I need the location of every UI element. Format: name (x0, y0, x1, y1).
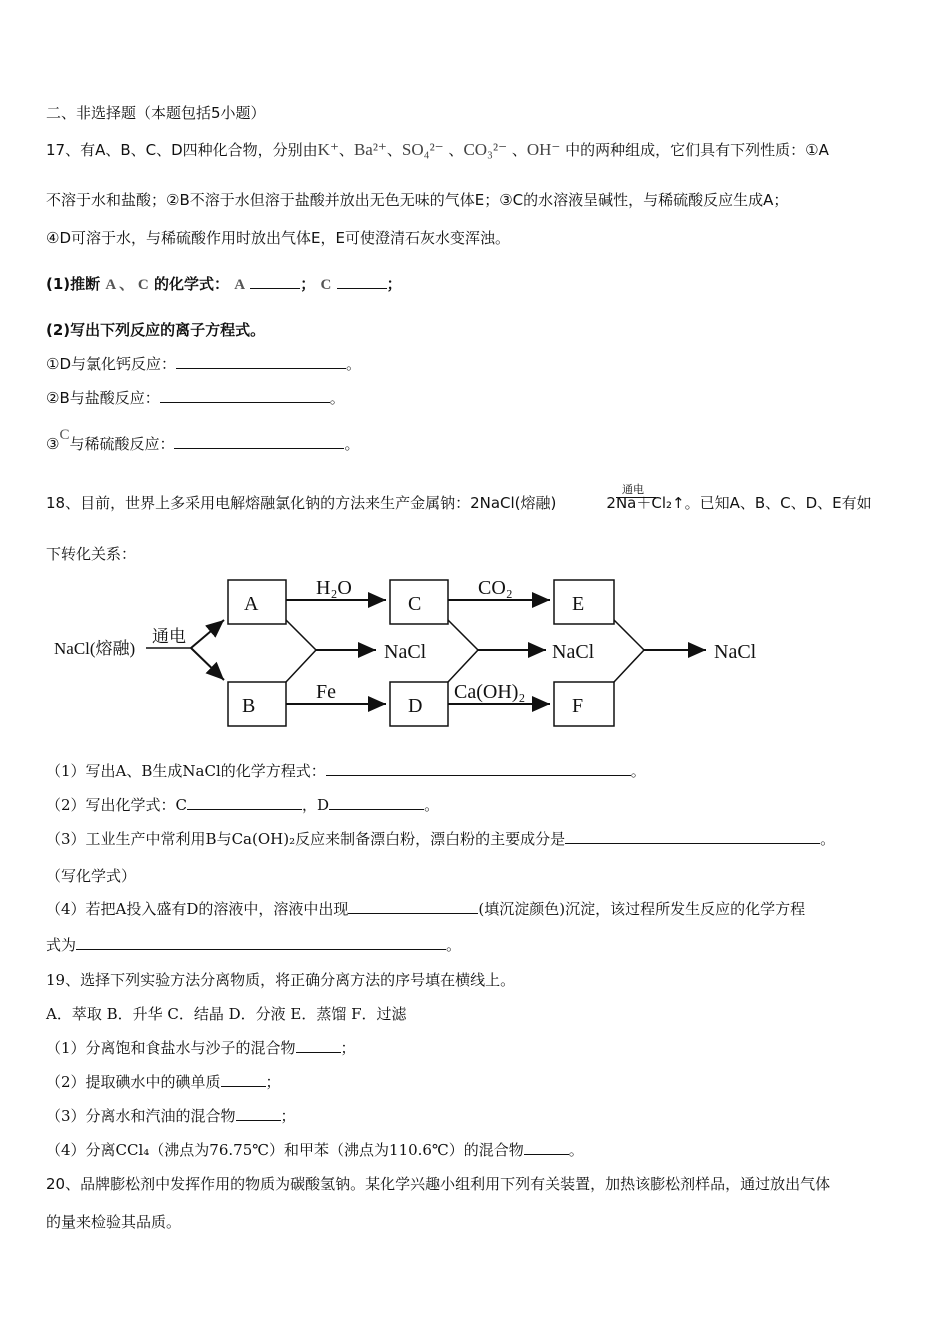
q18-sub4-a: （4）若把A投入盛有D的溶液中，溶液中出现 (46, 900, 349, 918)
q19-item4 (46, 1140, 584, 1160)
q17-p1-label: (1)推断 (46, 275, 101, 293)
q19-item3 (46, 1106, 296, 1126)
q17-p1-c: C (320, 277, 332, 293)
diagram-box-d-label: D (408, 695, 423, 717)
q17-p1-vars: A 、 C (105, 277, 149, 293)
diagram-product-nacl3: NaCl (714, 641, 757, 663)
q18-sub2-end: 。 (424, 796, 440, 814)
q19-stem: 19、选择下列实验方法分离物质，将正确分离方法的序号填在横线上。 (46, 971, 516, 989)
q18-sub3 (46, 829, 835, 849)
q18-sub1 (46, 761, 646, 781)
q17-part1: (1)推断 A 、 C 的化学式： A ； C ； (46, 275, 402, 293)
q19-item3-blank[interactable] (236, 1106, 281, 1121)
q17-p2-item3-text: 与稀硫酸反应： (69, 435, 175, 453)
q18-stem-text: 18、目前，世界上多采用电解熔融氯化钠的方法来生产金属钠：2NaCl(熔融) (46, 494, 557, 512)
q18-condition: 通电 (622, 483, 644, 496)
diagram-reagent-co2: CO₂ (478, 577, 513, 599)
q17-p2-item1-end: 。 (346, 355, 362, 373)
diagram-merge-cd (448, 620, 478, 682)
q18-sub2-d-blank[interactable] (329, 795, 424, 810)
q17-p1-c-blank[interactable] (337, 274, 387, 289)
q19-item1-blank[interactable] (296, 1038, 341, 1053)
q17-p2-item1 (46, 354, 361, 374)
q17-p2-item3-blank[interactable] (174, 434, 344, 449)
q18-sub4-b: (填沉淀颜色)沉淀，该过程所发生反应的化学方程 (478, 900, 806, 918)
diagram-merge-ef (614, 620, 644, 682)
diagram-product-nacl1: NaCl (384, 641, 427, 663)
q18-sub4 (46, 899, 805, 919)
q17-line3: ④D可溶于水，与稀硫酸作用时放出气体E，E可使澄清石灰水变浑浊。 (46, 229, 510, 247)
q18-sub4-equation-blank[interactable] (76, 935, 446, 950)
diagram-box-f-label: F (572, 695, 584, 717)
q19-item4-end: 。 (568, 1141, 584, 1159)
q20-line1: 20、品牌膨松剂中发挥作用的物质为碳酸氢钠。某化学兴趣小组利用下列有关装置，加热该膨松剂样品，通过放出气体 (46, 1175, 831, 1193)
q17-stem-part1: 17、有A、B、C、D四种化合物，分别由 (46, 141, 318, 159)
q17-p1-text: 的化学式： (153, 275, 229, 293)
diagram-box-e-label: E (572, 593, 585, 615)
diagram-start: NaCl(熔融) (54, 639, 136, 658)
diagram-reagent-fe: Fe (316, 681, 336, 703)
q18-sub3-end: 。 (820, 830, 836, 848)
q18-sub2-b: ，D (302, 796, 330, 814)
q19-item2-text: （2）提取碘水中的碘单质 (46, 1073, 221, 1091)
q19-options: A．萃取 B．升华 C．结晶 D．分液 E．蒸馏 F．过滤 (46, 1005, 407, 1023)
q18-sub4-end: 。 (446, 936, 462, 954)
q17-p2-item1-text: ①D与氯化钙反应： (46, 355, 176, 373)
q18-sub2 (46, 795, 439, 815)
ion-ba: Ba²⁺ (353, 140, 387, 159)
q19-item2-end: ； (265, 1073, 281, 1091)
diagram-start-cond: 通电 (152, 627, 186, 646)
q18-sub2-c-blank[interactable] (187, 795, 302, 810)
q17-p2-item3-prefix: ③ (46, 435, 60, 453)
diagram-arrow-to-b (191, 648, 224, 680)
q17-p2-item2-blank[interactable] (160, 388, 330, 403)
q20-line2: 的量来检验其品质。 (46, 1213, 182, 1231)
q17-p2-item3-end: 。 (344, 435, 360, 453)
q18-stem-end: 2Na＋Cl₂↑。已知A、B、C、D、E有如 (606, 494, 872, 512)
q19-item2 (46, 1072, 281, 1092)
q17-stem-part2: 中的两种组成，它们具有下列性质：①A (565, 141, 829, 159)
diagram-box-c-label: C (408, 593, 422, 615)
q17-part2-label: (2)写出下列反应的离子方程式。 (46, 321, 266, 339)
section-title: 二、非选择题（本题包括5小题） (46, 104, 266, 122)
q18-stem (46, 493, 872, 513)
ion-so4: SO₄²⁻ (401, 140, 444, 159)
q18-line2: 下转化关系： (46, 545, 137, 563)
q19-item1-end: ； (340, 1039, 356, 1057)
diagram-reagent-h2o: H₂O (316, 577, 352, 599)
diagram-merge-ab (286, 620, 316, 682)
q17-p2-item1-blank[interactable] (176, 354, 346, 369)
q17-p2-item2-end: 。 (329, 389, 345, 407)
q18-sub1-blank[interactable] (326, 761, 631, 776)
q17-p2-item2 (46, 388, 345, 408)
diagram-box-b (228, 682, 286, 726)
q17-line2: 不溶于水和盐酸；②B不溶于水但溶于盐酸并放出无色无味的气体E；③C的水溶液呈碱性，与稀硫酸反应生成A； (46, 191, 789, 209)
q17-p2-item3-var: C (59, 427, 70, 443)
q18-sub1-end: 。 (630, 762, 646, 780)
q18-sub2-a: （2）写出化学式：C (46, 796, 188, 814)
diagram-box-a-label: A (244, 593, 259, 615)
q19-item1 (46, 1038, 356, 1058)
q18-transformation-diagram (46, 570, 786, 740)
diagram-box-b-label: B (242, 695, 256, 717)
q18-sub3-blank[interactable] (565, 829, 820, 844)
q19-item2-blank[interactable] (221, 1072, 266, 1087)
q18-sub1-text: （1）写出A、B生成NaCl的化学方程式： (46, 762, 326, 780)
q19-item3-end: ； (280, 1107, 296, 1125)
q18-sub4-line2-text: 式为 (46, 936, 77, 954)
q17-p1-a-blank[interactable] (250, 274, 300, 289)
q17-p1-a: A (234, 277, 246, 293)
diagram-product-nacl2: NaCl (552, 641, 595, 663)
q19-item3-text: （3）分离水和汽油的混合物 (46, 1107, 236, 1125)
diagram-box-f (554, 682, 614, 726)
q19-item1-text: （1）分离饱和食盐水与沙子的混合物 (46, 1039, 296, 1057)
q18-sub4-color-blank[interactable] (348, 899, 478, 914)
q17-stem-line1: 17、有A、B、C、D四种化合物，分别由K⁺、Ba²⁺、SO₄²⁻ 、CO₃²⁻ 、OH⁻ 中的两种组成，它们具有下列性质：①A (46, 140, 829, 159)
ion-oh: OH⁻ (526, 140, 561, 159)
diagram-reagent-caoh2: Ca(OH)₂ (454, 681, 526, 703)
diagram-arrow-to-a (191, 620, 224, 648)
q18-sub4-line2 (46, 935, 461, 955)
q19-item4-blank[interactable] (524, 1140, 569, 1155)
q18-sub3-text: （3）工业生产中常利用B与Ca(OH)₂反应来制备漂白粉，漂白粉的主要成分是 (46, 830, 566, 848)
ion-co3: CO₃²⁻ (463, 140, 508, 159)
q18-sub3-note: （写化学式） (46, 867, 137, 885)
ion-k: K⁺ (317, 140, 339, 159)
q17-p2-item2-text: ②B与盐酸反应： (46, 389, 160, 407)
q19-item4-text: （4）分离CCl₄（沸点为76.75℃）和甲苯（沸点为110.6℃）的混合物 (46, 1141, 524, 1159)
q17-p2-item3 (46, 427, 360, 455)
